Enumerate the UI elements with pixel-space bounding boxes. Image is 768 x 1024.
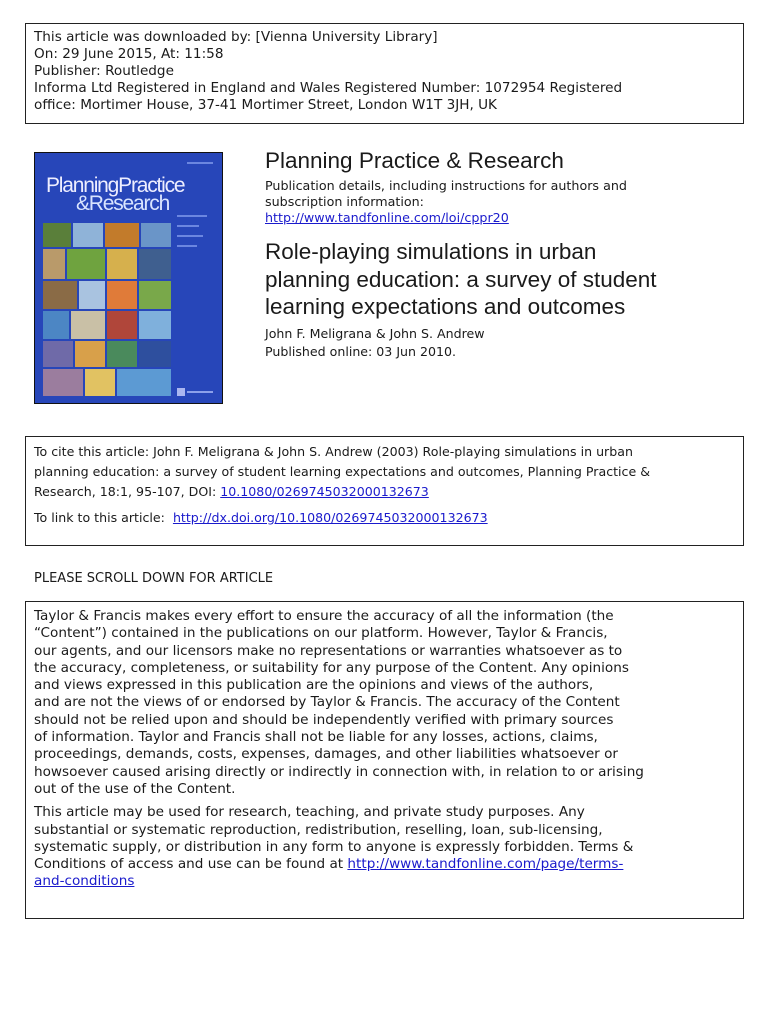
citation-line1: To cite this article: John F. Meligrana & John S. Andrew (2003) Role-playing simulations in urban — [34, 444, 633, 459]
citation-line2: planning education: a survey of student learning expectations and outcomes, Planning Practice & — [34, 464, 651, 479]
disclaimer-line: our agents, and our licensors make no representations or warranties whatsoever as to — [34, 642, 623, 659]
article-meta — [265, 325, 485, 361]
disclaimer-paragraph-1 — [34, 608, 743, 798]
scroll-notice: PLEASE SCROLL DOWN FOR ARTICLE — [34, 571, 274, 586]
cover-title-line1: PlanningPractice — [46, 174, 185, 197]
citation-line3-text: Research, 18:1, 95-107, DOI: — [34, 484, 221, 499]
terms-line — [34, 873, 743, 890]
download-source-line: This article was downloaded by: [Vienna University Library] — [34, 29, 438, 45]
download-info-box — [25, 23, 744, 124]
terms-line — [34, 856, 743, 873]
disclaimer-line: and views expressed in this publication are the opinions and views of the authors, — [34, 677, 594, 694]
terms-line-text: Conditions of access and use can be found at — [34, 856, 348, 873]
publication-details — [265, 178, 627, 226]
publisher-line: Publisher: Routledge — [34, 63, 174, 80]
journal-url-link[interactable]: http://www.tandfonline.com/loi/cppr20 — [265, 210, 509, 225]
article-title-line1: Role-playing simulations in urban — [265, 239, 597, 264]
disclaimer-line: Taylor & Francis makes every effort to ensure the accuracy of all the information (the — [34, 608, 614, 624]
publication-details-line2: subscription information: — [265, 194, 424, 209]
article-authors: John F. Meligrana & John S. Andrew — [265, 326, 485, 341]
article-title-line2: planning education: a survey of student — [265, 266, 657, 292]
terms-line: This article may be used for research, teaching, and private study purposes. Any — [34, 804, 585, 821]
article-link-label: To link to this article: — [34, 510, 165, 525]
article-title — [265, 238, 745, 321]
disclaimer-line: out of the use of the Content. — [34, 780, 236, 797]
terms-line: systematic supply, or distribution in any form to anyone is expressly forbidden. Terms & — [34, 838, 634, 855]
terms-conditions-link-continued[interactable]: and-conditions — [34, 873, 135, 890]
disclaimer-paragraph-2 — [34, 804, 743, 890]
disclaimer-line: howsoever caused arising directly or indirectly in connection with, in relation to or arising — [34, 763, 644, 780]
cover-title-logo — [46, 174, 223, 215]
doi-link[interactable]: 10.1080/0269745032000132673 — [220, 484, 429, 499]
article-title-line3: learning expectations and outcomes — [265, 294, 626, 319]
disclaimer-line: the accuracy, completeness, or suitability for any purpose of the Content. Any opinions — [34, 659, 629, 676]
disclaimer-line: “Content”) contained in the publications on our platform. However, Taylor & Francis, — [34, 625, 608, 642]
article-doi-url-link[interactable]: http://dx.doi.org/10.1080/0269745032000132673 — [172, 510, 488, 525]
citation-box — [25, 436, 744, 546]
publisher-logo — [177, 381, 217, 391]
disclaimer-line: and are not the views of or endorsed by Taylor & Francis. The accuracy of the Content — [34, 694, 620, 711]
disclaimer-line: proceedings, demands, costs, expenses, damages, and other liabilities whatsoever or — [34, 746, 618, 763]
cover-title-line2: &Research — [76, 192, 170, 215]
registration-line: Informa Ltd Registered in England and Wales Registered Number: 1072954 Registered — [34, 80, 623, 97]
article-link-line — [34, 508, 743, 528]
cover-decoration — [187, 162, 213, 164]
download-date-line: On: 29 June 2015, At: 11:58 — [34, 46, 224, 63]
citation-line3 — [34, 482, 743, 502]
office-address-line: office: Mortimer House, 37-41 Mortimer Street, London W1T 3JH, UK — [34, 97, 497, 114]
terms-line: substantial or systematic reproduction, redistribution, reselling, loan, sub-licensing, — [34, 821, 603, 838]
published-online-date: Published online: 03 Jun 2010. — [265, 344, 457, 359]
disclaimer-line: of information. Taylor and Francis shall not be liable for any losses, actions, claims, — [34, 729, 598, 746]
publication-details-line1: Publication details, including instructions for authors and — [265, 178, 627, 193]
disclaimer-line: should not be relied upon and should be independently verified with primary sources — [34, 711, 614, 728]
disclaimer-box — [25, 601, 744, 919]
journal-title: Planning Practice & Research — [265, 148, 564, 173]
cover-photo-collage — [43, 223, 173, 396]
journal-cover-image — [34, 152, 223, 404]
terms-conditions-link[interactable]: http://www.tandfonline.com/page/terms- — [347, 856, 624, 873]
